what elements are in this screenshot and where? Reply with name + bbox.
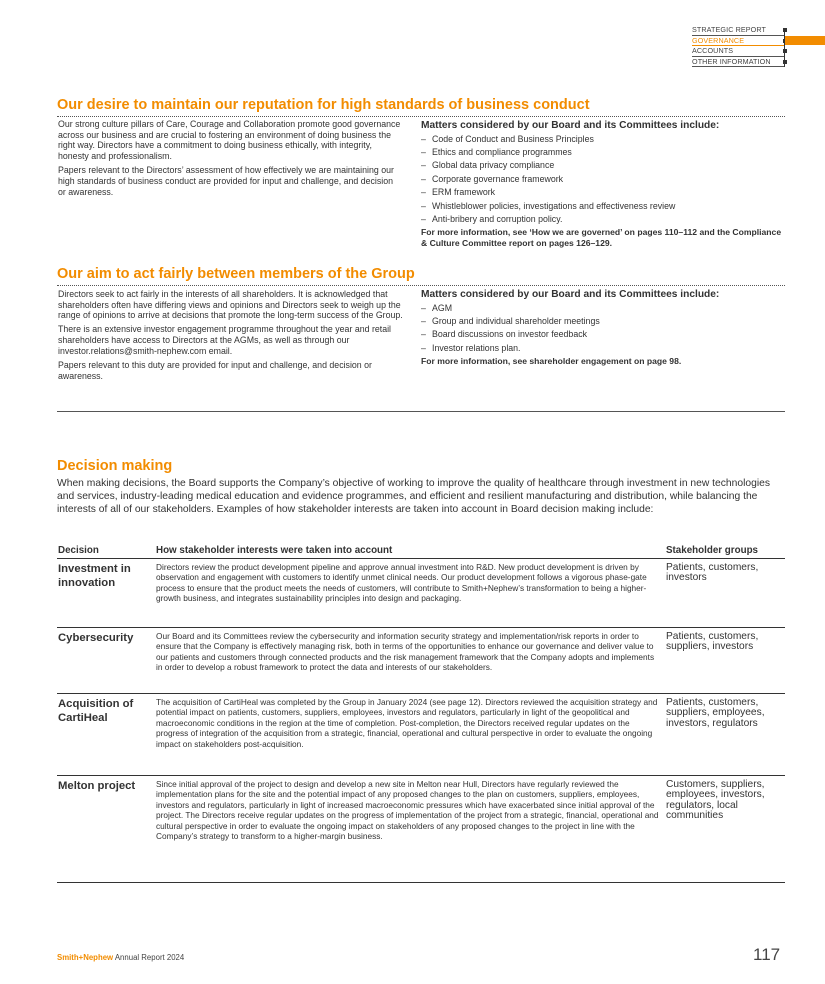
header-stakeholder-groups: Stakeholder groups: [666, 545, 758, 556]
section-rule: [57, 411, 785, 412]
section-title: Our desire to maintain our reputation for high standards of business conduct: [57, 97, 590, 113]
matters-heading: Matters considered by our Board and its Committees include:: [421, 289, 720, 300]
paragraph: Papers relevant to this duty are provided for input and challenge, and decision or awareness.: [58, 359, 372, 381]
decision-making-title: Decision making: [57, 458, 173, 474]
fairness-section: [57, 265, 785, 381]
divider: [57, 285, 785, 286]
nav-marker: [783, 49, 787, 53]
more-info: For more information, see ‘How we are governed’ on pages 110–112 and the Compliance & Culture Committee report on pages 126–129.: [421, 227, 782, 248]
table-row: [57, 559, 785, 628]
table-row: [57, 776, 785, 883]
list-item: – Whistleblower policies, investigations and effectiveness review: [421, 200, 676, 211]
paragraph: There is an extensive investor engagement programme throughout the year and retail shareholders have access to Directors at the AGMs, as well as through our investor.relations@smith-nephew.com email.: [58, 324, 392, 356]
divider: [57, 116, 785, 117]
fairness-body: [58, 289, 403, 385]
nav-accounts[interactable]: ACCOUNTS: [692, 46, 784, 57]
nav-strategic-report[interactable]: STRATEGIC REPORT: [692, 25, 784, 36]
list-item: – AGM: [421, 302, 453, 313]
interests-cell: Since initial approval of the project to design and develop a new site in Melton near Hull, Directors have regularly reviewed the implementation plans for the site and the potential impact of any proposed changes to the plan on customers, suppliers, employees, investors and regulators, particularly in light of increased macroeconomic pressures which have exacerbated since initial approval of the project. The Directors receive regular updates on the progress of implementation of the project from a strategic, financial, operational and cultural perspective in order to evaluate the ongoing impact on stakeholders of any proposed changes to the project in line with the Company’s strategy to transform to a higher-margin business.: [156, 779, 659, 842]
conduct-body: [58, 119, 403, 201]
fairness-matters: [421, 289, 785, 367]
groups-cell: Patients, customers, investors: [666, 562, 759, 584]
groups-cell: Patients, customers, suppliers, investors: [666, 631, 759, 653]
nav-other-information[interactable]: OTHER INFORMATION: [692, 57, 784, 68]
page-number: 117: [753, 945, 781, 964]
header-stakeholder-interests: How stakeholder interests were taken into account: [156, 545, 393, 556]
decision-cell: Melton project: [58, 780, 136, 792]
section-nav: [692, 25, 784, 67]
interests-cell: Directors review the product development pipeline and approve annual investment into R&D. New product development is driven by observation and engagement with customers to identify unmet clinical needs. Our product development follows a vigorous phase-gate process to ensure that the product meets the needs of customers, will contribute to Smith+Nephew’s transformation to being a higher-growth business, and integrates sustainability principles into design and packaging.: [156, 562, 647, 604]
groups-cell: Patients, customers, suppliers, employees, investors, regulators: [666, 697, 765, 729]
decision-cell: Cybersecurity: [58, 632, 134, 644]
list-item: – Global data privacy compliance: [421, 160, 555, 171]
conduct-section: [57, 96, 785, 248]
interests-cell: The acquisition of CartiHeal was completed by the Group in January 2024 (see page 12). Directors reviewed the acquisition strategy and potential impact on patients, customers, suppliers, employees, investors and regulators, particularly in light of the geopolitical and macroeconomic conditions in the region at the time of completion. Post-completion, the Directors received regular updates on the progress of integration of the acquisition from a strategic, financial, operational and cultural perspective in order to evaluate the ongoing impact on stakeholders post-acquisition.: [156, 697, 658, 749]
list-item: – Corporate governance framework: [421, 173, 564, 184]
header-decision: Decision: [58, 545, 99, 556]
table-row: [57, 694, 785, 776]
list-item: – Investor relations plan.: [421, 342, 521, 353]
list-item: – Code of Conduct and Business Principles: [421, 133, 594, 144]
conduct-matters: [421, 120, 785, 249]
list-item: – ERM framework: [421, 187, 496, 198]
paragraph: Our strong culture pillars of Care, Courage and Collaboration promote good governance across our business and are crucial to fostering an environment of doing business the right way. Directors have a commitment to doing business ethically, with integrity, honesty and professionalism.: [58, 119, 401, 162]
paragraph: Papers relevant to the Directors’ assessment of how effectively we are maintaining our high standards of business conduct are provided for input and challenge, and decision or awareness.: [58, 165, 394, 197]
more-info: For more information, see shareholder engagement on page 98.: [421, 356, 682, 367]
matters-heading: Matters considered by our Board and its Committees include:: [421, 120, 720, 131]
nav-marker: [783, 60, 787, 64]
brand-name: Smith+Nephew: [57, 953, 114, 962]
nav-marker: [783, 28, 787, 32]
decision-table: [57, 545, 785, 883]
interests-cell: Our Board and its Committees review the cybersecurity and information security strategy and implementation/risk reports in order to ensure that the Company is effectively managing risk, both in terms of the opportunities to enhance our governance and deliver value to our patients and customers through connected products and the risk management framework that the Company adopts and implements in order to develop a robust framework to protect the data and interests of our stakeholders.: [156, 631, 655, 673]
list-item: – Ethics and compliance programmes: [421, 146, 572, 157]
decision-cell: Acquisition of CartiHeal: [58, 698, 134, 724]
paragraph: Directors seek to act fairly in the interests of all shareholders. It is acknowledged that shareholders often have differing views and opinions and Directors seek to weigh up the range of opinions to arrive at decisions that promote the long-term success of the Group.: [58, 289, 403, 321]
matters-list: [421, 302, 785, 356]
table-row: [57, 628, 785, 694]
matters-list: [421, 133, 785, 227]
table-header: [57, 545, 785, 559]
section-title: Our aim to act fairly between members of the Group: [57, 266, 415, 282]
groups-cell: Customers, suppliers, employees, investors, regulators, local communities: [666, 779, 765, 821]
report-name: Annual Report 2024: [114, 953, 185, 962]
list-item: – Group and individual shareholder meetings: [421, 315, 600, 326]
nav-governance[interactable]: GOVERNANCE: [692, 36, 784, 47]
nav-active-indicator: [785, 36, 825, 45]
list-item: – Anti-bribery and corruption policy.: [421, 213, 563, 224]
list-item: – Board discussions on investor feedback: [421, 329, 588, 340]
decision-making-intro: When making decisions, the Board supports the Company’s objective of working to improve the quality of healthcare through investment in new technologies and services, industry-leading medical education and evidence programmes, and efficient and resilient manufacturing and distribution, while balancing the interests of all of our stakeholders. Examples of how stakeholder interests are taken into account in Board decision making include:: [57, 478, 770, 515]
decision-cell: Investment in innovation: [58, 563, 131, 589]
footer: [57, 953, 184, 962]
